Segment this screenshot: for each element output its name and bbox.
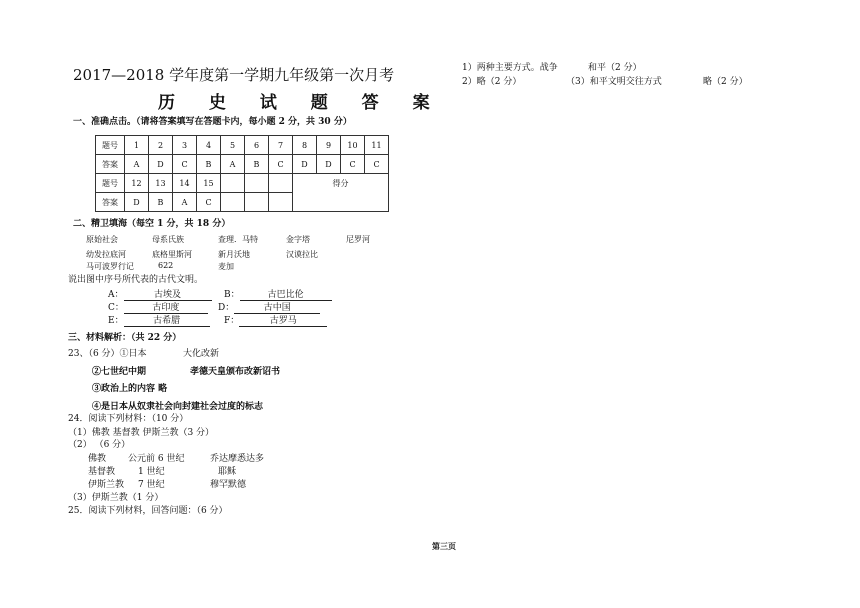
cell: D <box>317 155 341 174</box>
q23-head-answer: 大化改新 <box>183 349 220 359</box>
cell: 10 <box>341 136 365 155</box>
civ-value: 古中国 <box>234 300 320 314</box>
q23-item-4: ④是日本从奴隶社会向封建社会过度的标志 <box>92 402 264 412</box>
right-line1-answer: 和平（2 分） <box>588 63 642 73</box>
q24-part3: （3）伊斯兰教（1 分） <box>68 493 164 503</box>
cell: 12 <box>125 174 149 193</box>
religion-founder: 穆罕默德 <box>210 480 247 490</box>
fill-answer: 麦加 <box>218 262 234 271</box>
cell: A <box>173 193 197 212</box>
fill-answer: 金字塔 <box>286 235 310 244</box>
cell: 2 <box>149 136 173 155</box>
civ-value: 古埃及 <box>124 287 212 301</box>
fill-answer: 原始社会 <box>86 235 118 244</box>
row-label: 答案 <box>96 193 125 212</box>
section1-heading: 一、准确点击。（请将答案填写在答题卡内，每小题 2 分，共 30 分） <box>73 117 352 127</box>
table-row <box>96 155 389 174</box>
cell: D <box>125 193 149 212</box>
cell: C <box>365 155 389 174</box>
cell: 11 <box>365 136 389 155</box>
civ-item <box>108 300 208 314</box>
q24-part2: （2） （6 分） <box>68 440 131 450</box>
exam-title: 2017—2018 学年度第一学期九年级第一次月考 <box>73 66 395 84</box>
table-row <box>96 174 389 193</box>
page-number: 第三页 <box>432 541 456 551</box>
fill-answer: 尼罗河 <box>346 235 370 244</box>
civ-label: A： <box>108 290 124 300</box>
table-row <box>96 136 389 155</box>
q23-head: 23、（6 分）①日本 <box>68 349 147 359</box>
civ-label: C： <box>108 303 124 313</box>
religion-name: 佛教 <box>88 454 107 464</box>
cell: 6 <box>245 136 269 155</box>
religion-name: 伊斯兰教 <box>88 480 125 490</box>
religion-time: 1 世纪 <box>138 467 165 477</box>
civ-item <box>218 300 320 314</box>
cell: 14 <box>173 174 197 193</box>
cell: 13 <box>149 174 173 193</box>
cell <box>269 174 293 193</box>
cell <box>269 193 293 212</box>
fill-answer: 母系氏族 <box>152 235 184 244</box>
civ-item <box>108 287 212 301</box>
fill-answer: 汉谟拉比 <box>286 250 318 259</box>
cell: C <box>197 193 221 212</box>
answer-table <box>95 135 389 212</box>
fill-answer: 幼发拉底河 <box>86 250 126 259</box>
cell: 5 <box>221 136 245 155</box>
cell <box>221 174 245 193</box>
fill-answer: 底格里斯河 <box>152 250 192 259</box>
civ-label: D： <box>218 303 235 313</box>
right-line1: 1）两种主要方式。战争 <box>462 63 558 73</box>
civ-label: B： <box>224 290 240 300</box>
cell: 7 <box>269 136 293 155</box>
row-label: 答案 <box>96 155 125 174</box>
cell: A <box>221 155 245 174</box>
q23-item-2: ②七世纪中期 <box>92 367 147 377</box>
religion-time: 7 世纪 <box>138 480 165 490</box>
religion-time: 公元前 6 世纪 <box>128 454 185 464</box>
fill-answer: 新月沃地 <box>218 250 250 259</box>
civ-value: 古希腊 <box>124 313 210 327</box>
civilization-prompt: 说出图中序号所代表的古代文明。 <box>68 275 204 285</box>
cell <box>245 193 269 212</box>
q25-head: 25．阅读下列材料，回答问题：（6 分） <box>68 506 228 516</box>
cell: B <box>149 193 173 212</box>
cell: A <box>125 155 149 174</box>
page-subtitle: 历 史 试 题 答 案 <box>158 93 444 113</box>
q23-item-2-answer: 孝德天皇颁布改新诏书 <box>190 367 281 377</box>
fill-answer: 查理．马特 <box>218 235 258 244</box>
cell: 3 <box>173 136 197 155</box>
civ-label: F： <box>224 316 240 326</box>
cell: D <box>149 155 173 174</box>
civ-item <box>224 313 327 327</box>
cell <box>245 174 269 193</box>
religion-founder: 耶稣 <box>218 467 237 477</box>
section2-heading: 二、精卫填海（每空 1 分，共 18 分） <box>73 219 231 229</box>
cell: 8 <box>293 136 317 155</box>
q24-head: 24．阅读下列材料：（10 分） <box>68 414 189 424</box>
cell: 15 <box>197 174 221 193</box>
row-label: 题号 <box>96 174 125 193</box>
right-line2-answer: 略（2 分） <box>703 77 748 87</box>
right-line2-part3: （3）和平文明交往方式 <box>566 77 662 87</box>
q24-part1: （1）佛教 基督教 伊斯兰教（3 分） <box>68 428 215 438</box>
score-label: 得分 <box>332 179 349 188</box>
cell: 4 <box>197 136 221 155</box>
civ-label: E： <box>108 316 124 326</box>
row-label: 题号 <box>96 136 125 155</box>
fill-answer: 622 <box>158 261 174 270</box>
q23-item-3: ③政治上的内容 略 <box>92 384 168 394</box>
civ-value: 古巴比伦 <box>240 287 332 301</box>
civ-value: 古罗马 <box>239 313 327 327</box>
civ-item <box>224 287 332 301</box>
right-line2: 2）略（2 分） <box>462 77 522 87</box>
cell: 1 <box>125 136 149 155</box>
cell: B <box>197 155 221 174</box>
civ-item <box>108 313 210 327</box>
cell <box>221 193 245 212</box>
civ-value: 古印度 <box>124 300 208 314</box>
cell: C <box>269 155 293 174</box>
score-cell <box>293 174 389 212</box>
cell: C <box>341 155 365 174</box>
cell: C <box>173 155 197 174</box>
religion-founder: 乔达摩悉达多 <box>210 454 265 464</box>
section3-heading: 三、材料解析：（共 22 分） <box>68 333 182 343</box>
cell: B <box>245 155 269 174</box>
religion-name: 基督教 <box>88 467 116 477</box>
fill-answer: 马可波罗行记 <box>86 262 134 271</box>
cell: D <box>293 155 317 174</box>
cell: 9 <box>317 136 341 155</box>
